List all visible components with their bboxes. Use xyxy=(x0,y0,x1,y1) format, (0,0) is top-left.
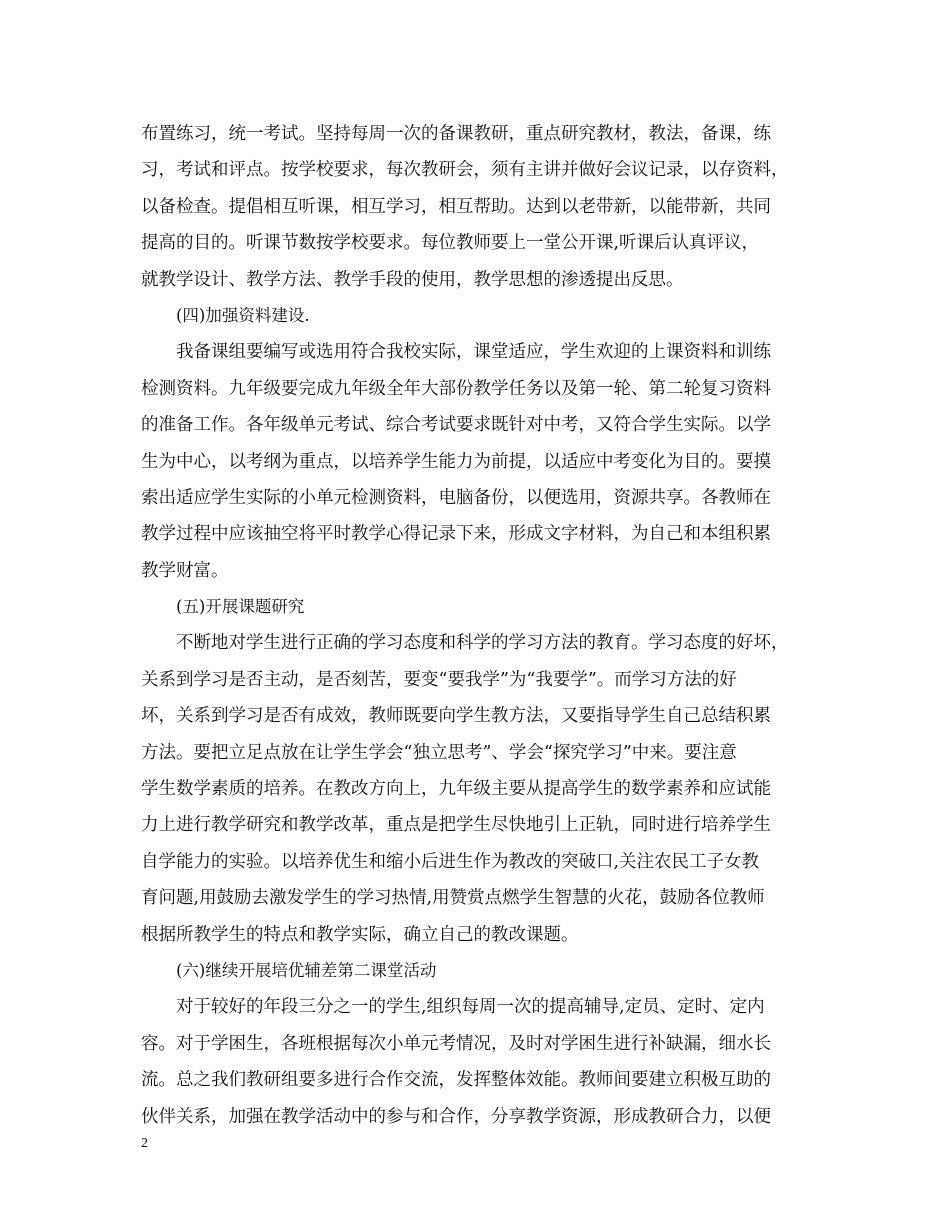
section-heading-6: (六)继续开展培优辅差第二课堂活动 xyxy=(176,960,437,980)
text-line: 流。总之我们教研组要多进行合作交流，发挥整体效能。教师间要建立积极互助的 xyxy=(141,1070,771,1091)
text-line: 教学过程中应该抽空将平时教学心得记录下来，形成文字材料，为自己和本组积累 xyxy=(141,524,771,545)
text-line: 布置练习，统一考试。坚持每周一次的备课教研，重点研究教材，教法，备课，练 xyxy=(141,124,771,144)
text-line: 力上进行教学研究和教学改革，重点是把学生尽快地引上正轨，同时进行培养学生 xyxy=(141,815,771,836)
text-line: 学生数学素质的培养。在教改方向上，九年级主要从提高学生的数学素养和应试能 xyxy=(141,779,771,800)
text-line: 自学能力的实验。以培养优生和缩小后进生作为教改的突破口,关注农民工子女教 xyxy=(141,851,760,872)
text-line: 的准备工作。各年级单元考试、综合考试要求既针对中考，又符合学生实际。以学 xyxy=(141,415,771,436)
text-line: 方法。要把立足点放在让学生学会“独立思考”、学会“探究学习”中来。要注意 xyxy=(141,742,737,763)
text-line: 根据所教学生的特点和教学实际，确立自己的教改课题。 xyxy=(141,924,579,945)
text-line: 对于较好的年段三分之一的学生,组织每周一次的提高辅导,定员、定时、定内 xyxy=(176,997,765,1018)
body-text xyxy=(141,116,821,1135)
text-line: 生为中心，以考纲为重点，以培养学生能力为前提，以适应中考变化为目的。要摸 xyxy=(141,451,771,472)
text-line: 以备检查。提倡相互听课，相互学习，相互帮助。达到以老带新，以能带新，共同 xyxy=(141,196,771,217)
text-line: 育问题,用鼓励去激发学生的学习热情,用赞赏点燃学生智慧的火花，鼓励各位教师 xyxy=(141,888,765,909)
text-line: 我备课组要编写或选用符合我校实际，课堂适应，学生欢迎的上课资料和训练 xyxy=(176,342,771,363)
page-number: 2 xyxy=(141,1136,148,1151)
text-line: 不断地对学生进行正确的学习态度和科学的学习方法的教育。学习态度的好坏， xyxy=(176,633,789,654)
text-line: 坏，关系到学习是否有成效，教师既要向学生教方法，又要指导学生自己总结积累 xyxy=(141,706,771,727)
section-heading-4: (四)加强资料建设. xyxy=(176,305,310,325)
text-line: 教学财富。 xyxy=(141,560,229,581)
text-line: 关系到学习是否主动，是否刻苦，要变“要我学”为“我要学”。而学习方法的好 xyxy=(141,669,737,690)
text-line: 索出适应学生实际的小单元检测资料，电脑备份，以便选用，资源共享。各教师在 xyxy=(141,487,771,508)
section-heading-5: (五)开展课题研究 xyxy=(176,597,305,617)
text-line: 检测资料。九年级要完成九年级全年大部份教学任务以及第一轮、第二轮复习资料 xyxy=(141,378,771,399)
text-line: 提高的目的。听课节数按学校要求。每位教师要上一堂公开课,听课后认真评议， xyxy=(141,233,760,254)
text-line: 伙伴关系，加强在教学活动中的参与和合作，分享教学资源，形成教研合力，以便 xyxy=(141,1106,771,1127)
text-line: 容。对于学困生，各班根据每次小单元考情况，及时对学困生进行补缺漏，细水长 xyxy=(141,1033,771,1054)
text-line: 就教学设计、教学方法、教学手段的使用，教学思想的渗透提出反思。 xyxy=(141,269,684,290)
text-line: 习，考试和评点。按学校要求，每次教研会，须有主讲并做好会议记录，以存资料， xyxy=(141,160,789,181)
